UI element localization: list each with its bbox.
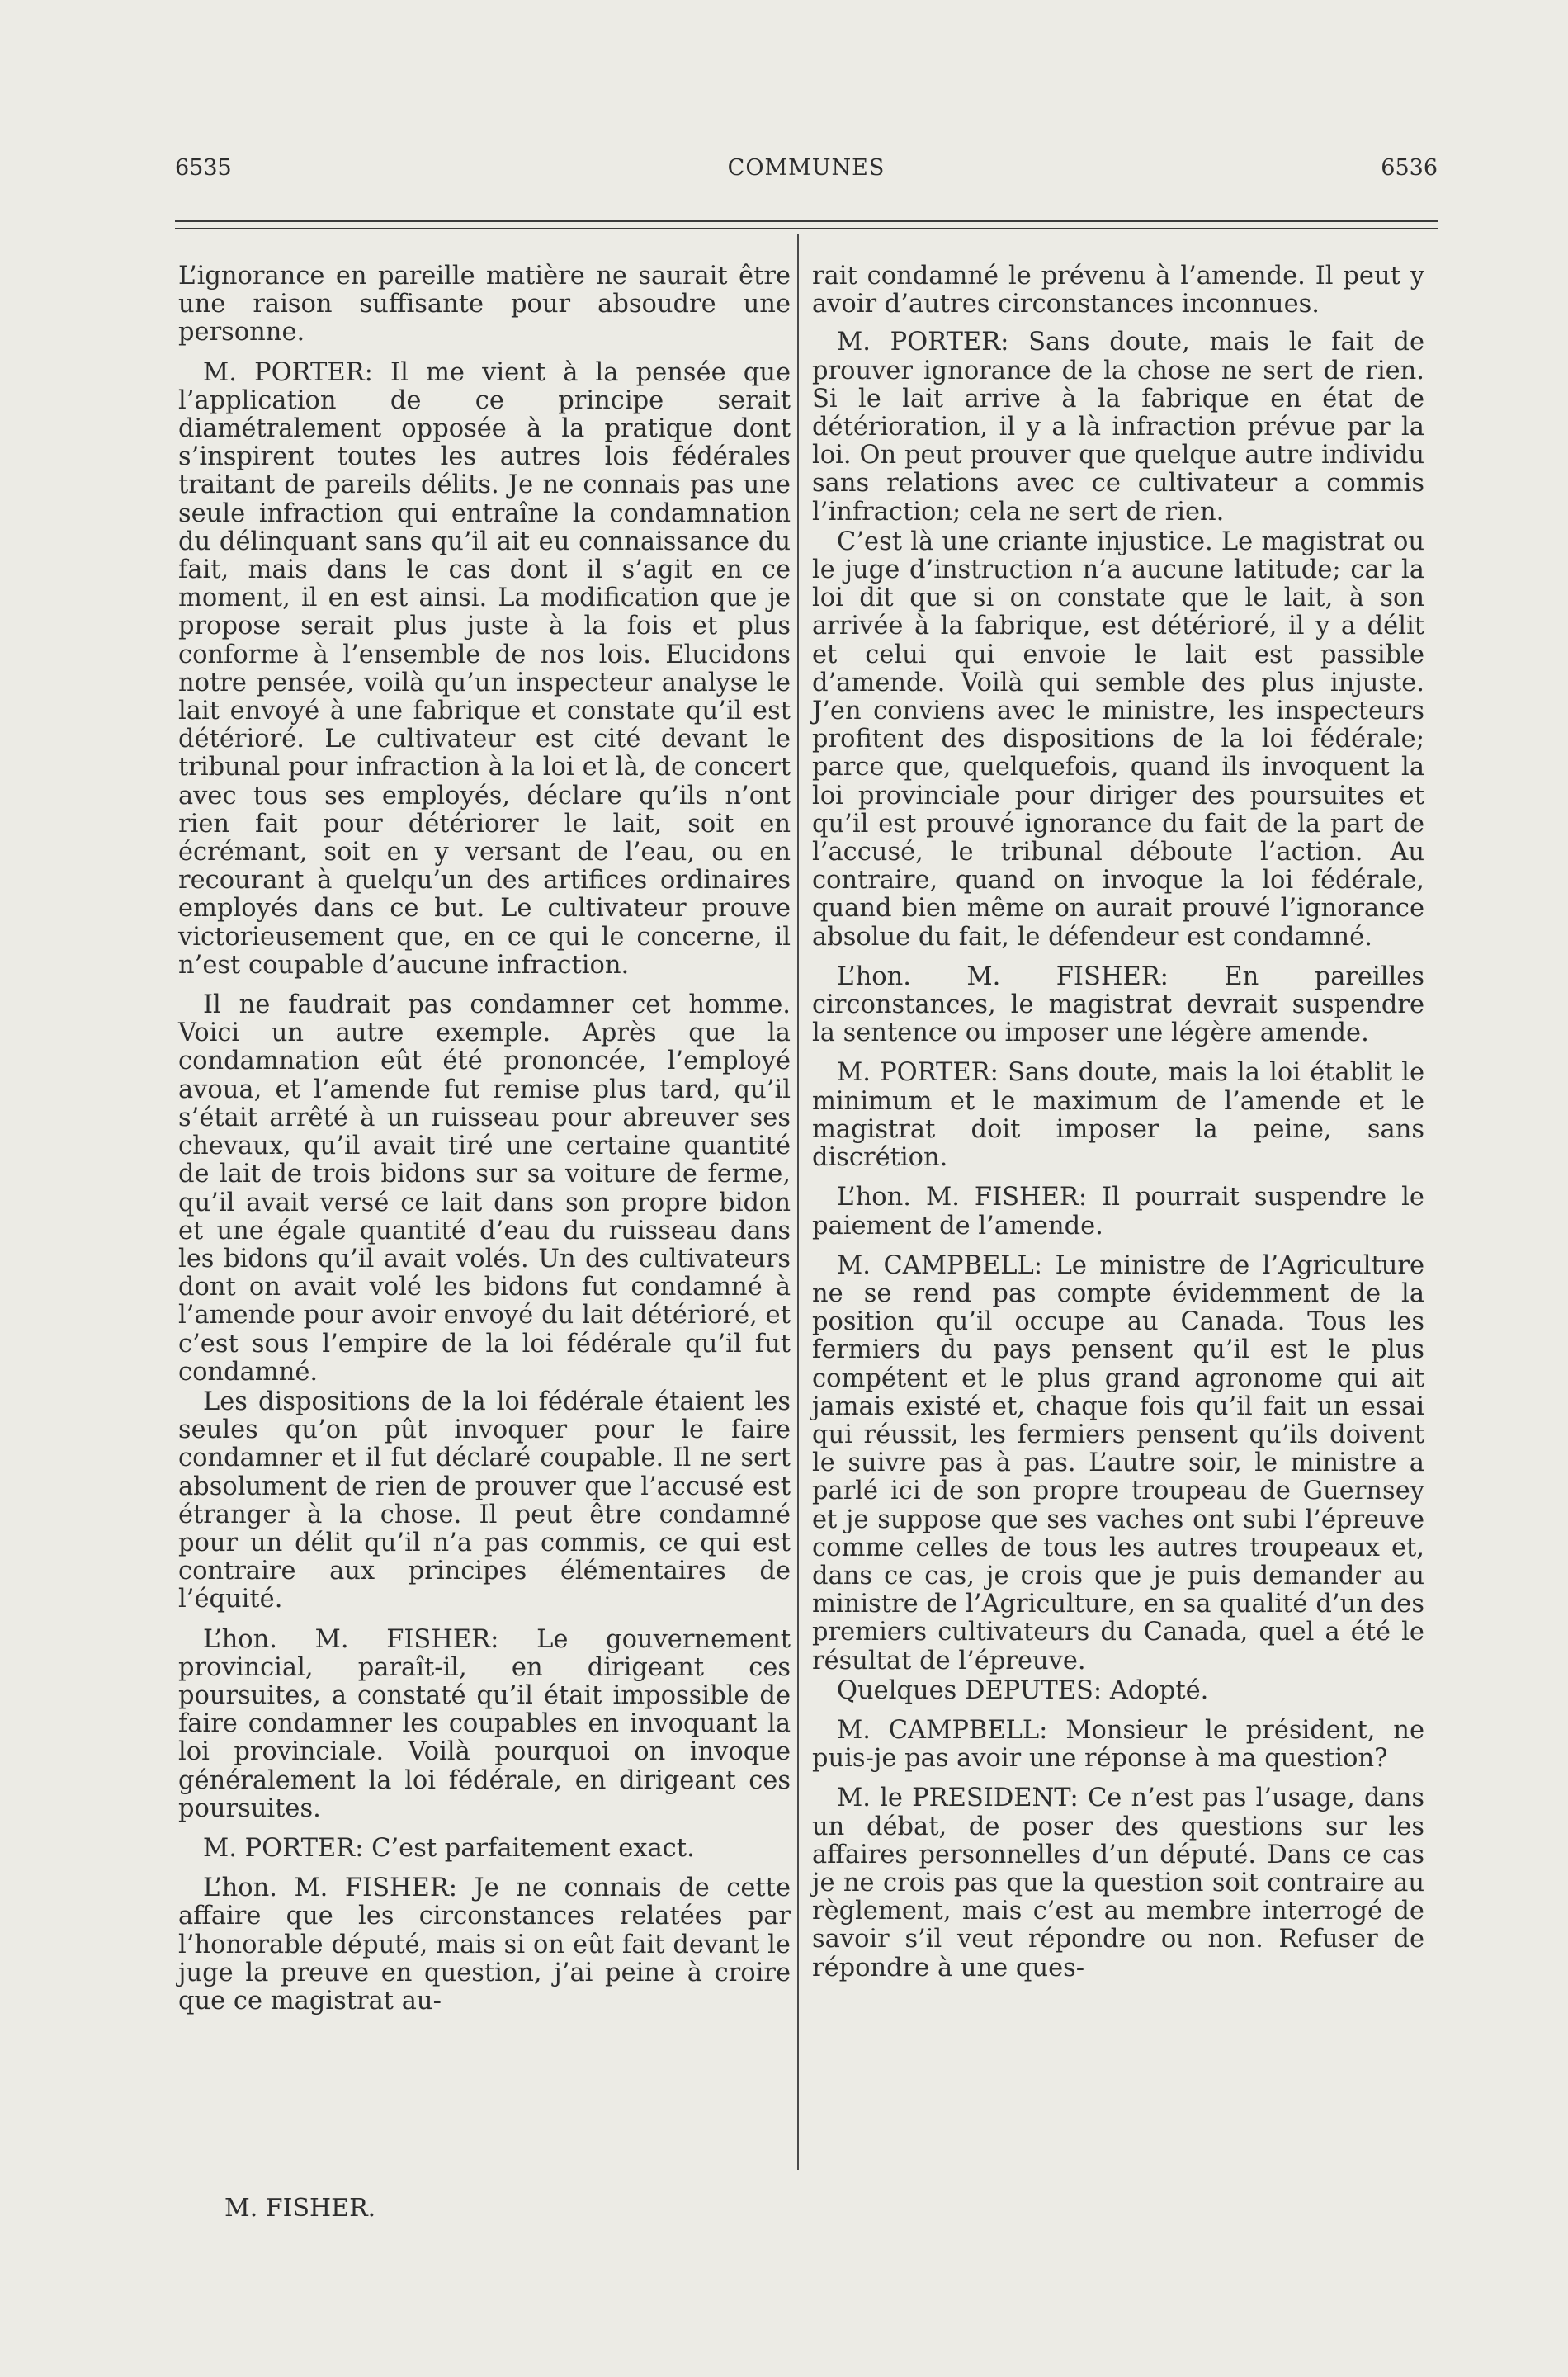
paragraph: M. le PRESIDENT: Ce n’est pas l’usage, dans un débat, de poser des questions sur les affaires personnelles d’un député. Dans ce cas je ne crois pas que la question soit contraire au règlement, mais c’est au membre interrogé de savoir s’il veut répondre ou non. Refuser de répondre à une ques- [812,1784,1424,1982]
right-page-number: 6536 [1381,155,1438,181]
header-rule-bottom [175,228,1438,229]
running-title: COMMUNES [727,155,886,181]
page-header [175,155,1438,188]
paragraph: Les dispositions de la loi fédérale étaient les seules qu’on pût invoquer pour le faire condamner et il fut déclaré coupable. Il ne sert absolument de rien de prouver que l’accusé est étranger à la chose. Il peut être condamné pour un délit qu’il n’a pas commis, ce qui est contraire aux principes élémentaires de l’équité. [178,1387,791,1614]
paragraph: M. PORTER: Sans doute, mais la loi établit le minimum et le maximum de l’amende et le magistrat doit imposer la peine, sans discrétion. [812,1058,1424,1173]
left-page-number: 6535 [175,155,232,181]
catchword: M. FISHER. [224,2194,376,2223]
paragraph: C’est là une criante injustice. Le magistrat ou le juge d’instruction n’a aucune latitude; car la loi dit que si on constate que le lait, à son arrivée à la fabrique, est détérioré, il y a délit et celui qui envoie le lait est passible d’amende. Voilà qui semble des plus injuste. J’en conviens avec le ministre, les inspecteurs profitent des dispositions de la loi fédérale; parce que, quelquefois, quand ils invoquent la loi provinciale pour diriger des poursuites et qu’il est prouvé ignorance du fait de la part de l’accusé, le tribunal déboute l’action. Au contraire, quand on invoque la loi fédérale, quand bien même on aurait prouvé l’ignorance absolue du fait, le défendeur est condamné. [812,527,1424,952]
right-column [812,262,1424,1994]
header-rule-top [175,220,1438,222]
paragraph: L’hon. M. FISHER: En pareilles circonstances, le magistrat devrait suspendre la sentence ou imposer une légère amende. [812,962,1424,1048]
paragraph: Quelques DEPUTES: Adopté. [837,1675,1209,1705]
paragraph: Il ne faudrait pas condamner cet homme. Voici un autre exemple. Après que la condamnation eût été prononcée, l’employé avoua, et l’amende fut remise plus tard, qu’il s’était arrêté à un ruisseau pour abreuver ses chevaux, qu’il avait tiré une certaine quantité de lait de trois bidons sur sa voiture de ferme, qu’il avait versé ce lait dans son propre bidon et une égale quantité d’eau du ruisseau dans les bidons qu’il avait volés. Un des cultivateurs dont on avait volé les bidons fut condamné à l’amende pour avoir envoyé du lait détérioré, et c’est sous l’empire de la loi fédérale qu’il fut condamné. [178,990,791,1387]
paragraph: L’hon. M. FISHER: Le gouvernement provincial, paraît-il, en dirigeant ces poursuites, a constaté qu’il était impossible de faire condamner les coupables en invoquant la loi provinciale. Voilà pourquoi on invoque généralement la loi fédérale, en dirigeant ces poursuites. [178,1624,791,1823]
left-column [178,262,791,2027]
paragraph: L’ignorance en pareille matière ne saurait être une raison suffisante pour absoudre une personne. [178,262,791,347]
paragraph: rait condamné le prévenu à l’amende. Il peut y avoir d’autres circonstances inconnues. [812,262,1424,319]
paragraph: M. CAMPBELL: Monsieur le président, ne puis-je pas avoir une réponse à ma question? [812,1715,1424,1774]
column-divider [797,234,799,2170]
paragraph: M. CAMPBELL: Le ministre de l’Agriculture ne se rend pas compte évidemment de la position qu’il occupe au Canada. Tous les fermiers du pays pensent qu’il est le plus compétent et le plus grand agronome qui ait jamais existé et, chaque fois qu’il fait un essai qui réussit, les fermiers pensent qu’ils doivent le suivre pas à pas. L’autre soir, le ministre a parlé ici de son propre troupeau de Guernsey et je suppose que ses vaches ont subi l’épreuve comme celles de tous les autres troupeaux et, dans ce cas, je crois que je puis demander au ministre de l’Agriculture, en sa qualité d’un des premiers cultivateurs du Canada, quel a été le résultat de l’épreuve. [812,1250,1424,1675]
paragraph: M. PORTER: Il me vient à la pensée que l’application de ce principe serait diamétralement opposée à la pratique dont s’inspirent toutes les autres lois fédérales traitant de pareils délits. Je ne connais pas une seule infraction qui entraîne la condamnation du délinquant sans qu’il ait eu connaissance du fait, mais dans le cas dont il s’agit en ce moment, il en est ainsi. La modification que je propose serait plus juste à la fois et plus conforme à l’ensemble de nos lois. Elucidons notre pensée, voilà qu’un inspecteur analyse le lait envoyé à une fabrique et constate qu’il est détérioré. Le cultivateur est cité devant le tribunal pour infraction à la loi et là, de concert avec tous ses employés, déclare qu’ils n’ont rien fait pour détériorer le lait, soit en écrémant, soit en y versant de l’eau, ou en recourant à quelqu’un des artifices ordinaires employés dans ce but. Le cultivateur prouve victorieusement que, en ce qui le concerne, il n’est coupable d’aucune infraction. [178,357,791,980]
paragraph: L’hon. M. FISHER: Il pourrait suspendre le paiement de l’amende. [812,1183,1424,1240]
paragraph: L’hon. M. FISHER: Je ne connais de cette affaire que les circonstances relatées par l’honorable député, mais si on eût fait devant le juge la preuve en question, j’ai peine à croire que ce magistrat au- [178,1874,791,2015]
paragraph: M. PORTER: Sans doute, mais le fait de prouver ignorance de la chose ne sert de rien. Si le lait arrive à la fabrique en état de détérioration, il y a là infraction prévue par la loi. On peut prouver que quelque autre individu sans relations avec ce cultivateur a commis l’infraction; cela ne sert de rien. [812,328,1424,527]
paragraph: M. PORTER: C’est parfaitement exact. [203,1833,695,1863]
